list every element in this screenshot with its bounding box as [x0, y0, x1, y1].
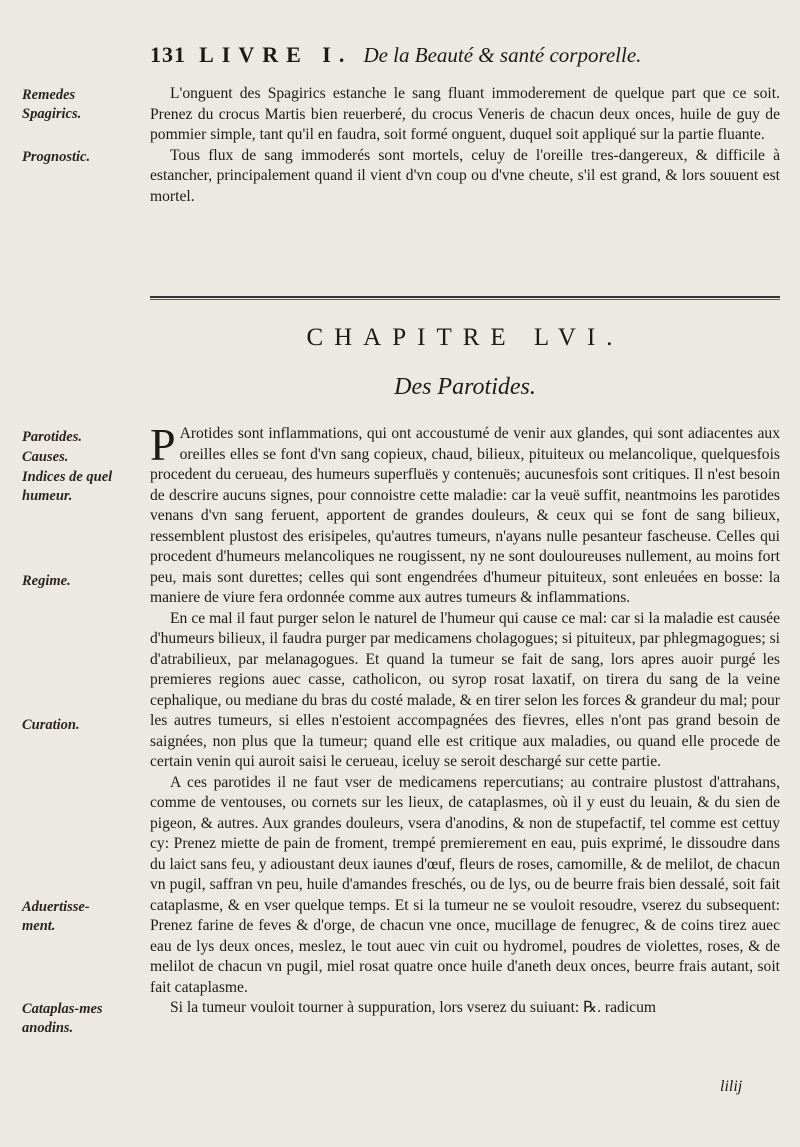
margin-note-cataplasmes: Cataplas-mes anodins.: [22, 1001, 103, 1036]
top-paragraph-2: Tous flux de sang immoderés sont mortels, celuy de l'oreille tres-dangereux, & difficile à estancher, principalement quand il vient d'vn coup ou d'vne cheute, s'il est grand, & lors souuent est mortel.: [150, 146, 780, 205]
chapter-heading: CHAPITRE LVI.: [306, 324, 624, 351]
running-header: [150, 42, 770, 76]
body-paragraph-2: En ce mal il faut purger selon le naturel de l'humeur qui cause ce mal: car si la maladie est causée d'humeurs bilieux, il faudra purger par medicamens cholagogues; si pituiteux, par phlegmagogues; si d'atrabilieux, par melanagogues. Et quand la tumeur se fait de sang, lors apres auoir purgé les premieres regions auec casse, catholicon, ou syrop rosat laxatif, on tirera du sang de la veine cephalique, ou mediane du bras du costé malade, & en tirer selon les forces & grandeur du mal; pour les autres tumeurs, si elles n'estoient accompagnées des fievres, elles n'ont pas grand besoin de saignées, non plus que la tumeur; quand elle est critique aux maladies, ou quand elle procede de certain venin qui auroit saisi le cerueau, iceluy se seroit deschargé sur cette partie.: [150, 609, 780, 770]
margin-note-indices: Indices de quel humeur.: [22, 469, 113, 504]
section-rule: [150, 296, 780, 300]
margin-note-prognostic: Prognostic.: [22, 149, 91, 165]
chapter-title: Des Parotides.: [394, 374, 536, 400]
drop-capital: P: [150, 419, 176, 470]
page-number: 131: [150, 42, 186, 67]
body-paragraph-4: Si la tumeur vouloit tourner à suppuration, lors vserez du suiuant: ℞. radicum: [170, 999, 657, 1016]
body-paragraph-3: A ces parotides il ne faut vser de medicamens repercutians; au contraire plustost d'attrahans, comme de ventouses, ou cornets sur les lieux, de cataplasmes, où il y eust du leuain, & du sien de pigeon, & autres. Aux grandes douleurs, vsera d'anodins, & non de stupefactif, tel comme est cettuy cy: Prenez miette de pain de froment, trempé premierement en eau, puis exprimé, le dissoudre dans du laict sans feu, y adioustant deux iaunes d'œuf, fleurs de roses, camomille, & de melilot, de chacun vn pugil, saffran vn peu, huile d'amandes freschés, ou de lys, ou de beurre frais bien dessalé, soit fait cataplasme, & en vser quelque temps. Et si la tumeur ne se vouloit resoudre, vserez du subsequent: Prenez farine de feves & d'orge, de chacun vne once, mucillage de fenugrec, & de coins tirez auec eau de lys deux onces, meslez, le tout auec vin cuit ou hydromel, poudres de violettes, roses, & de melilot de chacun vn pugil, miel rosat quatre once huile d'aneth deux onces, beurre frais autant, soit fait cataplasme.: [150, 773, 780, 996]
margin-note-regime: Regime.: [22, 573, 71, 589]
running-subtitle: De la Beauté & santé corporelle.: [363, 43, 642, 67]
margin-note-parotides: Parotides.: [22, 429, 83, 445]
margin-note-causes: Causes.: [22, 449, 69, 465]
chapter-body: [150, 419, 780, 1019]
running-head: LIVRE I.: [199, 42, 353, 67]
top-section: [150, 84, 780, 207]
top-paragraph-1: L'onguent des Spagirics estanche le sang fluant immoderement de quelque part que ce soit. Prenez du crocus Martis bien reuerberé, du crocus Veneris de chacun deux onces, huile de guy de pommier simple, tant qu'il en faudra, soit formé onguent, duquel soit appliqué sur la partie fluante.: [150, 85, 780, 143]
body-paragraph-1: [150, 419, 780, 609]
margin-note-curation: Curation.: [22, 717, 80, 733]
margin-note-advertissement: Aduertisse-ment.: [22, 899, 90, 934]
margin-note-remedes: Remedes Spagirics.: [22, 87, 82, 122]
catchword: lilij: [720, 1078, 743, 1095]
body-paragraph-1-text: Arotides sont inflammations, qui ont accoustumé de venir aux glandes, qui sont adiacentes aux oreilles elles se font d'vn sang copieux, chaud, bilieux, pituiteux ou melancolique, quelquesfois procedent du cerueau, des humeurs superfluës y contenuës; aucunesfois sont critiques. Il n'est besoin de descrire aucuns signes, pour connoistre cette maladie: car la veuë suffit, neantmoins les parotides venans d'vn sang feruent, apportent de grandes douleurs, & ceux qui se font de sang bilieux, ressemblent plustost des erisipeles, qu'autres tumeurs, n'ayans nulle pesanteur fascheuse. Celles qui procedent d'humeurs melancoliques ne rougissent, ny ne sont douloureuses nullement, au moins fort peu, mais sont durettes; celles qui sont engendrées d'humeur pituiteux, sont enleuées en bosse: la maniere de viure fera ordonnée comme aux autres tumeurs & inflammations.: [150, 425, 780, 606]
